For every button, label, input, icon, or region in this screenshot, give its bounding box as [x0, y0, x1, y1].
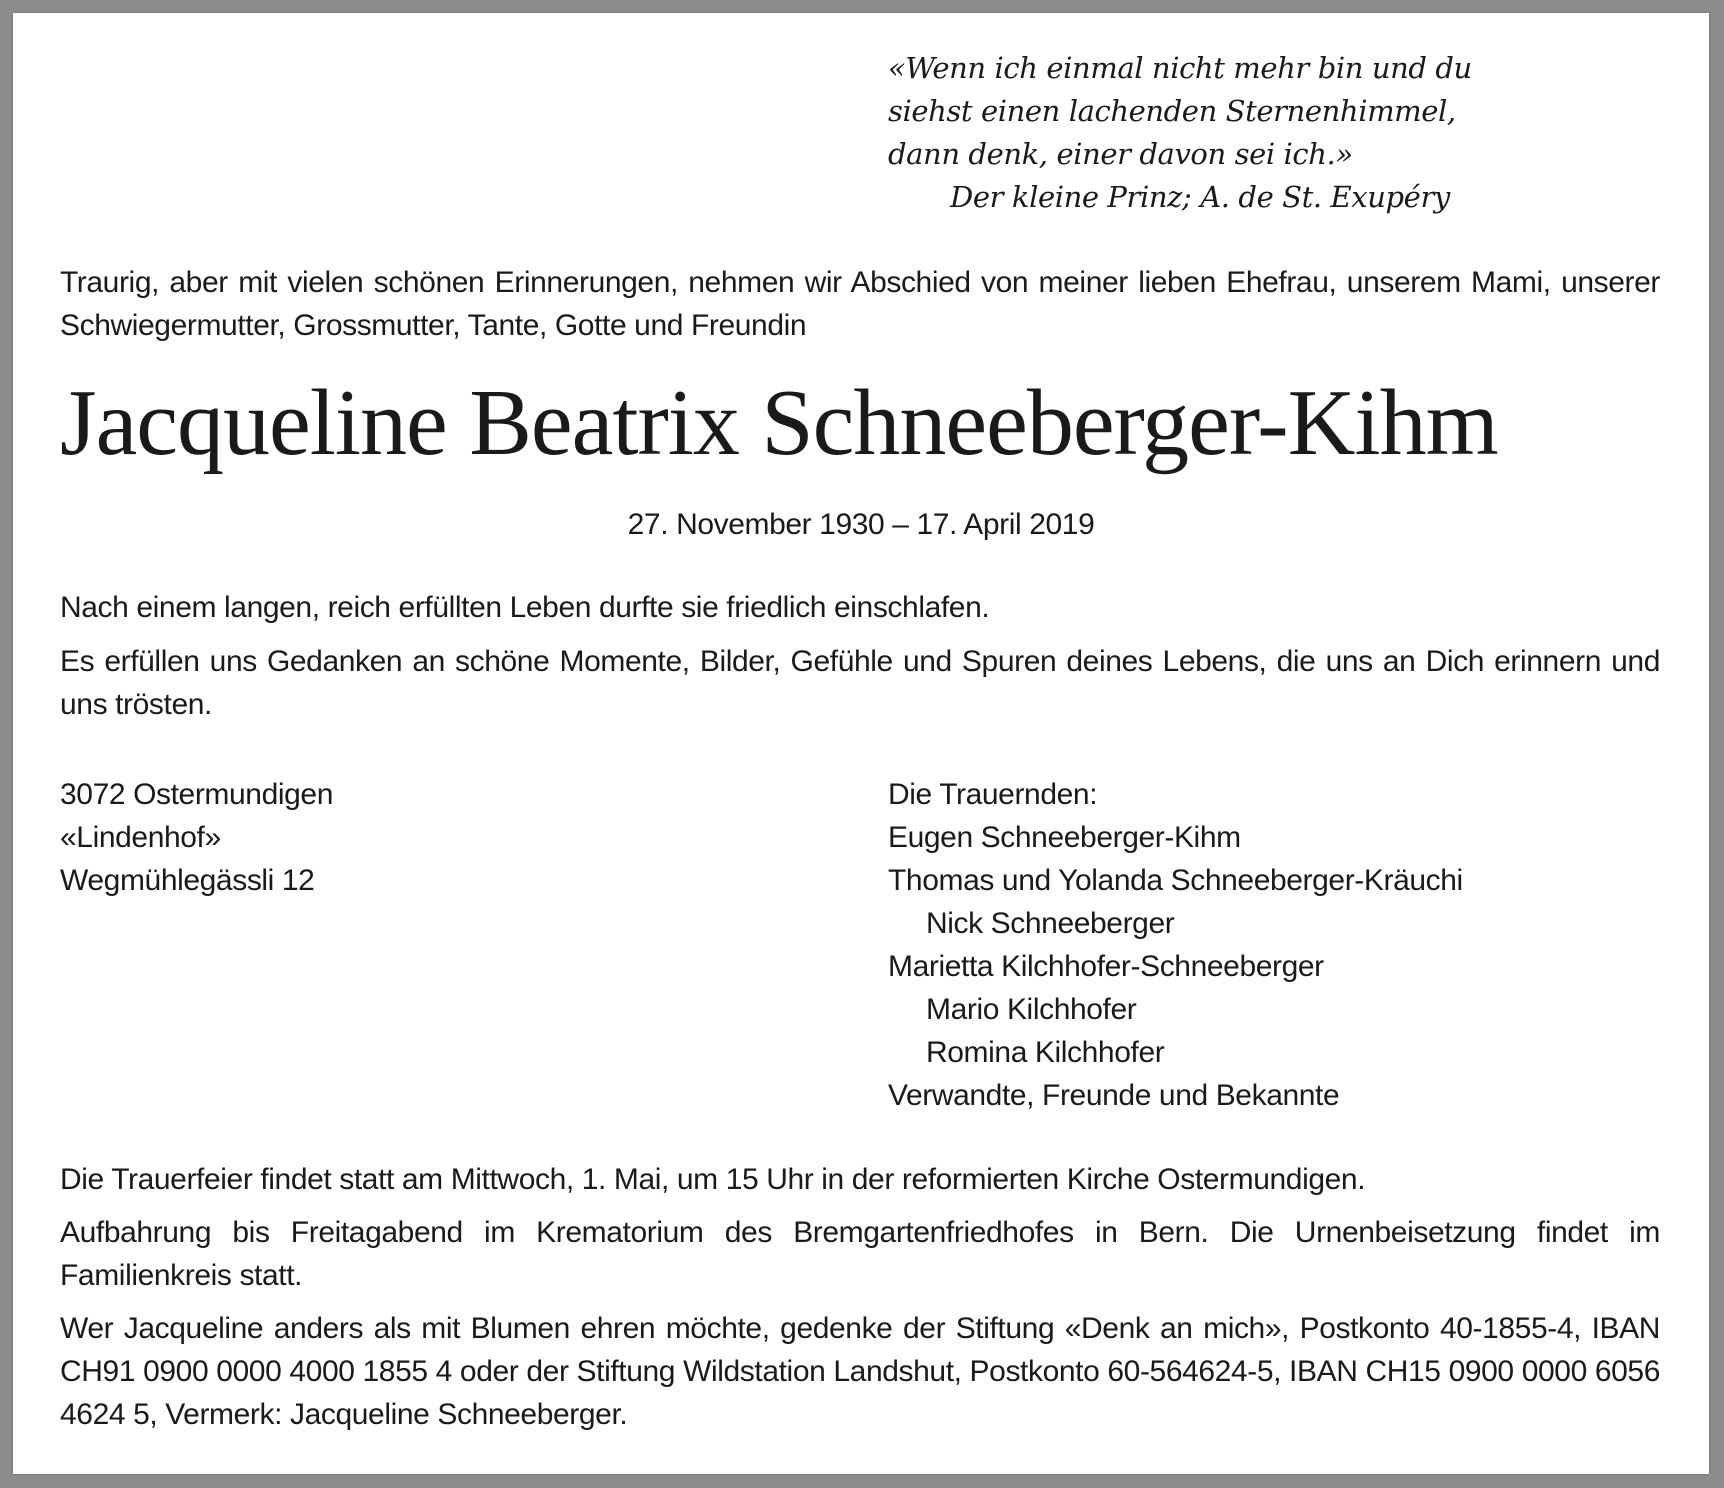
address-house: «Lindenhof» [60, 821, 221, 854]
mourner-name: Mario Kilchhofer [926, 993, 1137, 1026]
address-city: 3072 Ostermundigen [60, 778, 333, 811]
intro-text: Traurig, aber mit vielen schönen Erinnerungen, nehmen wir Abschied von meiner lieben Ehefrau, unserem Mami, unserer Schwiegermutter, Grossmutter, Tante, Gotte und Freundin [60, 266, 1660, 342]
motto-quote [888, 47, 1628, 219]
mourner-name: Eugen Schneeberger-Kihm [888, 821, 1241, 854]
mourner-name: Thomas und Yolanda Schneeberger-Kräuchi [888, 864, 1463, 897]
motto-line: dann denk, einer davon sei ich.» [888, 137, 1353, 171]
mourners-heading: Die Trauernden: [888, 778, 1098, 811]
address-street: Wegmühlegässli 12 [60, 864, 315, 897]
mourner-name: Marietta Kilchhofer-Schneeberger [888, 950, 1324, 983]
donation-info: Wer Jacqueline anders als mit Blumen ehren möchte, gedenke der Stiftung «Denk an mich», Postkonto 40-1855-4, IBAN CH91 0900 0000 4000 1855 4 oder der Stiftung Wildstation Landshut, Postkonto 60-564624-5, IBAN CH15 0900 0000 6056 4624 5, Vermerk: Jacqueline Schneeberger. [60, 1312, 1660, 1431]
mourner-name: Nick Schneeberger [926, 907, 1175, 940]
motto-line: siehst einen lachenden Sternenhimmel, [888, 94, 1456, 128]
life-dates: 27. November 1930 – 17. April 2019 [627, 508, 1095, 541]
motto-attribution: Der kleine Prinz; A. de St. Exupéry [950, 180, 1450, 214]
paragraph: Nach einem langen, reich erfüllten Leben durfte sie friedlich einschlafen. [60, 591, 990, 624]
obituary-page [13, 13, 1709, 1474]
motto-line: «Wenn ich einmal nicht mehr bin und du [888, 51, 1472, 85]
service-info: Aufbahrung bis Freitagabend im Krematorium des Bremgartenfriedhofes in Bern. Die Urnenbeisetzung findet im Familienkreis statt. [60, 1216, 1660, 1292]
mourners-list [888, 773, 1463, 1117]
mourner-name: Verwandte, Freunde und Bekannte [888, 1079, 1340, 1112]
service-info: Die Trauerfeier findet statt am Mittwoch, 1. Mai, um 15 Uhr in der reformierten Kirche Ostermundigen. [60, 1163, 1366, 1196]
deceased-name: Jacqueline Beatrix Schneeberger-Kihm [60, 371, 1498, 475]
address-block [60, 773, 333, 902]
paragraph: Es erfüllen uns Gedanken an schöne Momente, Bilder, Gefühle und Spuren deines Lebens, die uns an Dich erinnern und uns trösten. [60, 645, 1660, 721]
mourner-name: Romina Kilchhofer [926, 1036, 1165, 1069]
